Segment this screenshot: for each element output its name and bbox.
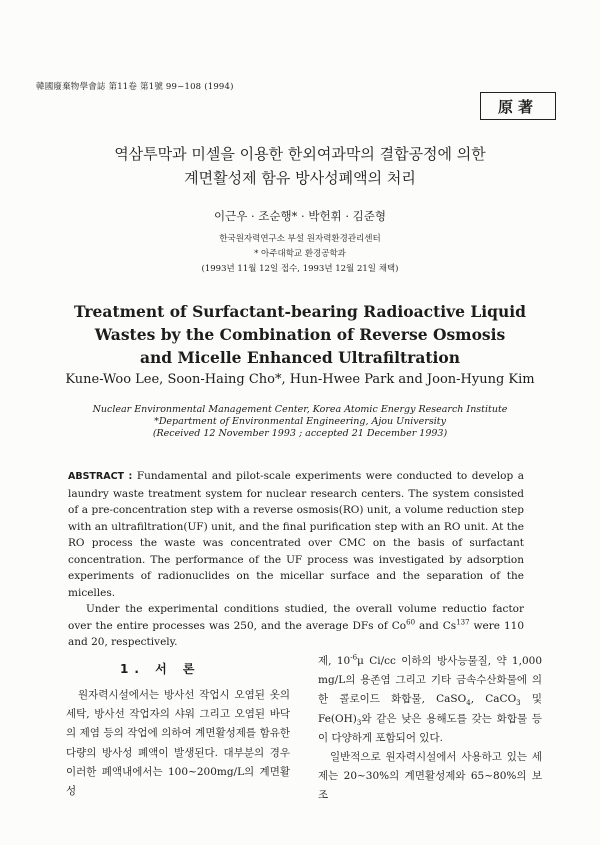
korean-authors: 이근우 · 조순행* · 박헌휘 · 김준형 [214, 209, 386, 223]
right-column-paragraph-2: 일반적으로 원자력시설에서 사용하고 있는 세제는 20~30%의 계면활성제와 65~80%의 보조 [318, 751, 542, 802]
korean-title-line-2: 계면활성제 함유 방사성폐액의 처리 [184, 169, 416, 187]
korean-affiliation-2: * 아주대학교 환경공학과 [254, 249, 346, 259]
korean-received-dates: (1993년 11월 12일 접수, 1993년 12월 21일 채택) [201, 264, 399, 274]
abstract-paragraph-2 [68, 601, 524, 651]
cs-superscript: 137 [456, 618, 470, 626]
co-superscript: 60 [406, 618, 416, 626]
english-affiliation-1: Nuclear Environmental Management Center, Korea Atomic Energy Research Institute [92, 404, 508, 415]
rc-sub-3: 3 [356, 718, 362, 727]
korean-affiliation-1: 한국원자력연구소 부설 원자력환경관리센터 [219, 234, 381, 244]
rc-text-c: , CaCO [470, 693, 517, 706]
rc-text-b: μ Ci/cc 이하의 방사능물질, 약 1,000 mg/L의 용존염 그리고 기타 금속수산화물에 의한 콜로이드 화합물, CaSO [318, 655, 542, 706]
right-column-paragraph-1 [318, 652, 542, 748]
abstract-paragraph-1 [68, 468, 524, 601]
rc-sub-2: 3 [516, 699, 521, 708]
abstract-text-2b: and Cs [415, 619, 457, 632]
english-title [0, 300, 600, 369]
abstract-text-2a: Under the experimental conditions studied, the overall volume reductio factor over the entire processes was 250, and the average DFs of Co [68, 603, 524, 632]
article-type-badge: 原著 [480, 92, 556, 120]
english-affiliation [0, 404, 600, 440]
body-right-column [318, 652, 542, 806]
rc-text-a: 제, 10 [318, 655, 351, 667]
abstract-text-2c: were 110 and 20, respectively. [68, 619, 525, 648]
english-received-dates: (Received 12 November 1993 ; accepted 21 December 1993) [152, 428, 448, 439]
english-title-line-3: and Micelle Enhanced Ultrafiltration [139, 348, 461, 367]
rc-sub-1: 4 [466, 699, 471, 708]
journal-header: 韓國廢棄物學會誌 第11卷 第1號 99~108 (1994) [36, 82, 234, 92]
english-affiliation-2: *Department of Environmental Engineering, Ajou University [154, 416, 446, 427]
rc-text-d: 및 Fe(OH) [318, 693, 542, 725]
rc-text-e: 와 같은 낮은 용해도를 갖는 화합물 등이 다양하게 포함되어 있다. [318, 712, 542, 744]
korean-title-line-1: 역삼투막과 미셀을 이용한 한외여과막의 결합공정에 의한 [114, 145, 486, 163]
rc-sup-1: -6 [350, 653, 358, 662]
abstract-label: ABSTRACT : [68, 471, 133, 482]
english-title-line-2: Wastes by the Combination of Reverse Osmosis [94, 325, 506, 344]
body-left-column [66, 686, 290, 801]
left-column-text: 원자력시설에서는 방사선 작업시 오염된 옷의 세탁, 방사선 작업자의 샤워 그리고 오염된 바닥의 제염 등의 작업에 의하여 계면활성제를 함유한 다량의 방사성 폐액이 발생된다. 대부분의 경우 이러한 폐액내에서는 100~200mg/L의 계면활성 [66, 689, 290, 798]
section-heading-introduction: 1. 서 론 [120, 662, 201, 676]
abstract-text-1: Fundamental and pilot-scale experiments were conducted to develop a laundry waste treatment system for nuclear research centers. The system consisted of a pre-concentration step with a reverse osmosis(RO) unit, a volume reduction step with an ultrafiltration(UF) unit, and the final purification step with an RO unit. At the RO process the waste was concentrated over CMC on the basis of surfactant concentration. The performance of the UF process was investigated by adsorption experiments of radionuclides on the micellar surface and the separation of the micelles. [68, 470, 524, 599]
english-title-line-1: Treatment of Surfactant-bearing Radioactive Liquid [73, 302, 527, 321]
abstract [68, 468, 524, 651]
english-authors: Kune-Woo Lee, Soon-Haing Cho*, Hun-Hwee Park and Joon-Hyung Kim [65, 372, 535, 387]
